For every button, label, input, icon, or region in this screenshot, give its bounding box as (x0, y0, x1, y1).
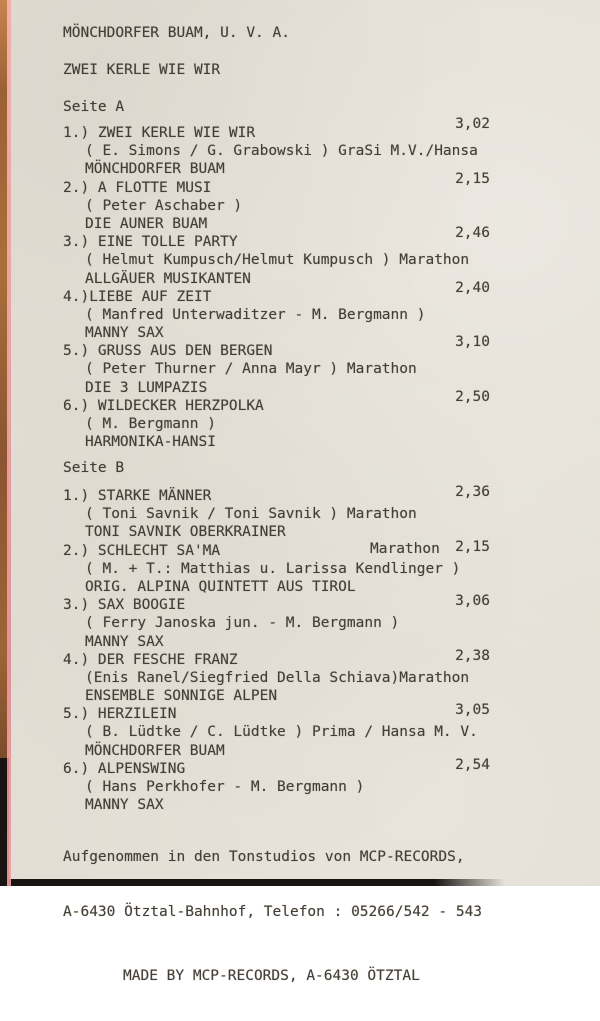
footer-studio-line2: A-6430 Ötztal-Bahnhof, Telefon : 05266/542 - 543 (63, 904, 483, 920)
track-credit: ( Hans Perkhofer - M. Bergmann ) (85, 779, 365, 795)
track-title: 6.) WILDECKER HERZPOLKA (63, 397, 264, 414)
track-credit: ( M. Bergmann ) (85, 416, 216, 432)
track-title-row (63, 279, 490, 306)
track-duration: 2,50 (455, 388, 490, 405)
track-duration: 2,36 (455, 484, 490, 500)
track-duration: 2,15 (455, 538, 490, 555)
track-title: 3.) SAX BOOGIE (63, 597, 186, 614)
track-title-row (63, 334, 490, 360)
track-title-row (63, 484, 490, 505)
track-title-row (63, 225, 490, 251)
wood-table-edge (0, 0, 7, 762)
track-artist: TONI SAVNIK OBERKRAINER (85, 524, 286, 541)
track-duration: 3,10 (455, 334, 490, 351)
track-title-row (63, 647, 490, 669)
header-artist-line: MÖNCHDORFER BUAM, U. V. A. (63, 25, 290, 41)
track-artist: ORIG. ALPINA QUINTETT AUS TIROL (85, 578, 356, 595)
track-credit: ( Manfred Unterwaditzer - M. Bergmann ) (85, 306, 426, 323)
track-credit: ( Peter Aschaber ) (85, 197, 243, 214)
track-duration: 2,15 (455, 170, 490, 187)
track-credit: ( M. + T.: Matthias u. Larissa Kendlinger ) (85, 560, 461, 577)
track-title-row (63, 170, 490, 197)
track-item (63, 170, 490, 234)
paper-pink-edge (7, 0, 11, 886)
track-title: 4.) DER FESCHE FRANZ (63, 651, 238, 668)
track-title-row (63, 538, 490, 560)
track-item (63, 756, 490, 815)
footer (63, 812, 490, 1021)
track-title: 1.) STARKE MÄNNER (63, 488, 212, 504)
track-credit: ( Helmut Kumpusch/Helmut Kumpusch ) Marathon (85, 252, 470, 269)
track-duration: 3,02 (455, 116, 490, 132)
side-a-label: Seite A (63, 99, 125, 115)
track-title: 1.) ZWEI KERLE WIE WIR (63, 125, 256, 141)
track-artist: ENSEMBLE SONNIGE ALPEN (85, 688, 278, 705)
track-duration: 2,40 (455, 279, 490, 296)
track-title-row (63, 593, 490, 614)
track-credit: ( Ferry Janoska jun. - M. Bergmann ) (85, 615, 400, 632)
track-title: 2.) SCHLECHT SA'MA (63, 542, 221, 559)
track-credit: ( Toni Savnik / Toni Savnik ) Marathon (85, 506, 417, 523)
track-item (63, 388, 490, 452)
side-b-label: Seite B (63, 460, 125, 476)
track-duration: 2,46 (455, 225, 490, 242)
track-title-row (63, 756, 490, 778)
track-item (63, 225, 490, 288)
track-artist: MANNY SAX (85, 797, 164, 814)
track-item (63, 279, 490, 343)
track-title: 3.) EINE TOLLE PARTY (63, 234, 238, 251)
track-credit: ( E. Simons / G. Grabowski ) GraSi M.V./Hansa (85, 143, 478, 160)
track-title-row (63, 702, 490, 723)
track-duration: 3,05 (455, 702, 490, 719)
side-b-tracklist (63, 484, 490, 814)
track-duration: 2,38 (455, 647, 490, 664)
track-duration: 3,06 (455, 593, 490, 610)
track-credit: (Enis Ranel/Siegfried Della Schiava)Marathon (85, 669, 470, 686)
track-artist: MANNY SAX (85, 325, 164, 342)
track-credit: ( Peter Thurner / Anna Mayr ) Marathon (85, 361, 417, 378)
track-artist: MÖNCHDORFER BUAM (85, 742, 225, 759)
side-a-tracklist (63, 116, 490, 451)
track-item (63, 484, 490, 542)
footer-made-by: MADE BY MCP-RECORDS, A-6430 ÖTZTAL (123, 967, 420, 984)
track-credit: ( B. Lüdtke / C. Lüdtke ) Prima / Hansa M. V. (85, 724, 478, 741)
track-artist: MANNY SAX (85, 633, 164, 650)
track-item (63, 647, 490, 706)
track-item (63, 538, 490, 597)
track-item (63, 702, 490, 760)
track-artist: DIE AUNER BUAM (85, 215, 208, 232)
track-title-row (63, 116, 490, 142)
track-item (63, 334, 490, 397)
track-title: 5.) GRUSS AUS DEN BERGEN (63, 343, 273, 360)
footer-studio-line1: Aufgenommen in den Tonstudios von MCP-RECORDS, (63, 849, 465, 866)
track-artist: MÖNCHDORFER BUAM (85, 161, 225, 178)
track-duration: 2,54 (455, 756, 490, 773)
track-item (63, 593, 490, 651)
track-artist: ALLGÄUER MUSIKANTEN (85, 270, 251, 287)
track-title: 2.) A FLOTTE MUSI (63, 179, 212, 196)
track-record-label: Marathon (370, 540, 440, 557)
track-title: 6.) ALPENSWING (63, 760, 186, 777)
track-item (63, 116, 490, 179)
track-title-row (63, 388, 490, 415)
track-artist: DIE 3 LUMPAZIS (85, 379, 208, 396)
album-title: ZWEI KERLE WIE WIR (63, 62, 221, 78)
track-title: 4.)LIEBE AUF ZEIT (63, 288, 212, 305)
track-title: 5.) HERZILEIN (63, 706, 177, 723)
track-artist: HARMONIKA-HANSI (85, 434, 216, 451)
